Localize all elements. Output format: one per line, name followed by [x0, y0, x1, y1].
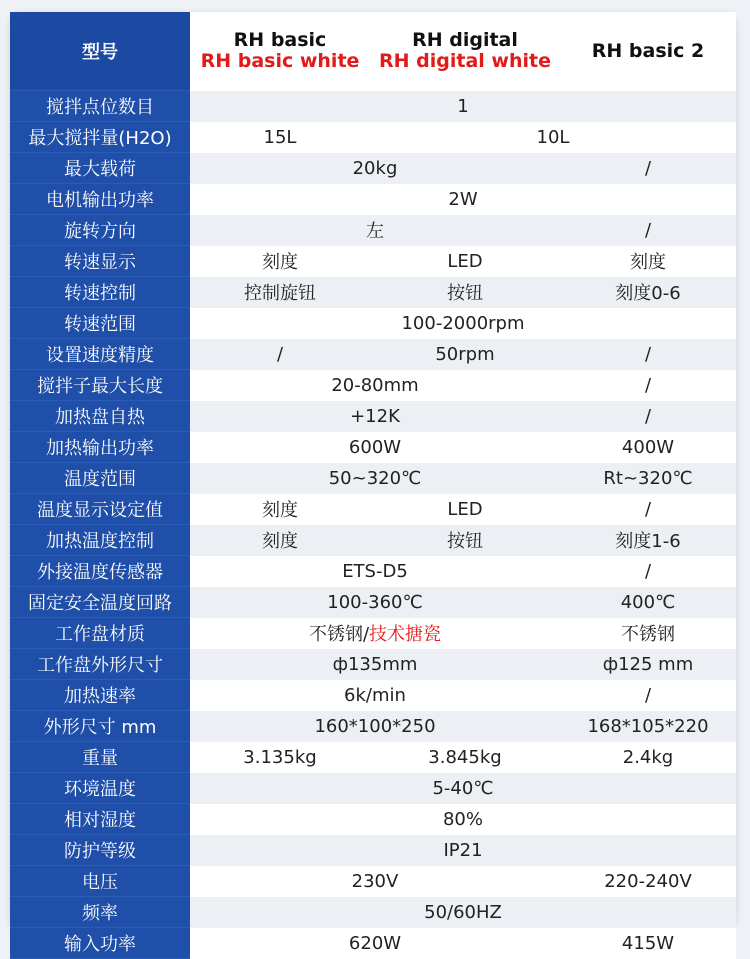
- row-value: 10L: [370, 122, 736, 153]
- row-value: 100-2000rpm: [190, 308, 736, 339]
- row-label: 设置速度精度: [10, 339, 190, 370]
- row-value: 50rpm: [370, 339, 560, 370]
- table-row: [10, 773, 736, 804]
- table-row: [10, 742, 736, 773]
- row-label: 加热盘自热: [10, 401, 190, 432]
- row-value: LED: [370, 246, 560, 277]
- table-row: [10, 370, 736, 401]
- row-label: 外接温度传感器: [10, 556, 190, 587]
- table-row: [10, 866, 736, 897]
- row-value: 620W: [190, 928, 560, 959]
- row-value: 415W: [560, 928, 736, 959]
- row-label: 旋转方向: [10, 215, 190, 246]
- header-model-rh-digital: [370, 12, 560, 91]
- row-value: 220-240V: [560, 866, 736, 897]
- row-value: 按钮: [370, 525, 560, 556]
- row-value: 刻度: [190, 525, 370, 556]
- table-row: [10, 928, 736, 959]
- row-value: 50~320℃: [190, 463, 560, 494]
- row-value: 80%: [190, 804, 736, 835]
- row-value: 100-360℃: [190, 587, 560, 618]
- row-value: IP21: [190, 835, 736, 866]
- row-value: 2W: [190, 184, 736, 215]
- row-label: 加热输出功率: [10, 432, 190, 463]
- row-value: /: [560, 401, 736, 432]
- row-label: 转速控制: [10, 277, 190, 308]
- material-enamel-highlight: 技术搪瓷: [369, 624, 442, 645]
- header-model-name: RH digital: [412, 29, 518, 52]
- row-label: 相对湿度: [10, 804, 190, 835]
- row-label: 固定安全温度回路: [10, 587, 190, 618]
- row-label: 最大载荷: [10, 153, 190, 184]
- row-label: 重量: [10, 742, 190, 773]
- row-label: 输入功率: [10, 928, 190, 959]
- row-value: 2.4kg: [560, 742, 736, 773]
- row-value-material: [190, 618, 560, 649]
- table-row: [10, 587, 736, 618]
- table-row: [10, 246, 736, 277]
- table-row: [10, 649, 736, 680]
- row-value: 1: [190, 91, 736, 122]
- row-value: 600W: [190, 432, 560, 463]
- row-value: /: [560, 556, 736, 587]
- row-label: 搅拌点位数目: [10, 91, 190, 122]
- header-model-variant: RH digital white: [379, 50, 551, 73]
- row-value: ф125 mm: [560, 649, 736, 680]
- table-row: [10, 432, 736, 463]
- table-row: [10, 122, 736, 153]
- row-value: ф135mm: [190, 649, 560, 680]
- row-label: 搅拌子最大长度: [10, 370, 190, 401]
- table-row: [10, 711, 736, 742]
- row-label: 频率: [10, 897, 190, 928]
- row-value: 230V: [190, 866, 560, 897]
- row-label: 工作盘材质: [10, 618, 190, 649]
- row-value: 控制旋钮: [190, 277, 370, 308]
- row-value: 6k/min: [190, 680, 560, 711]
- row-value: 左: [190, 215, 560, 246]
- row-label: 最大搅拌量(H2O): [10, 122, 190, 153]
- row-value: 刻度: [190, 246, 370, 277]
- row-value: 20kg: [190, 153, 560, 184]
- table-row: [10, 339, 736, 370]
- row-value: 刻度: [190, 494, 370, 525]
- row-value: 刻度: [560, 246, 736, 277]
- row-label: 加热温度控制: [10, 525, 190, 556]
- table-row: [10, 153, 736, 184]
- row-label: 转速范围: [10, 308, 190, 339]
- row-value: 400W: [560, 432, 736, 463]
- material-stainless: 不锈钢/: [308, 624, 370, 645]
- table-row: [10, 556, 736, 587]
- row-label: 温度范围: [10, 463, 190, 494]
- row-value: Rt~320℃: [560, 463, 736, 494]
- table-row: [10, 835, 736, 866]
- row-value: /: [560, 339, 736, 370]
- row-value: 50/60HZ: [190, 897, 736, 928]
- row-label: 电压: [10, 866, 190, 897]
- header-model-variant: RH basic white: [200, 50, 360, 73]
- row-label: 工作盘外形尺寸: [10, 649, 190, 680]
- row-value: 160*100*250: [190, 711, 560, 742]
- table-row: [10, 401, 736, 432]
- row-value: /: [560, 153, 736, 184]
- spec-table-card: [10, 12, 736, 955]
- row-value: 按钮: [370, 277, 560, 308]
- row-value: 400℃: [560, 587, 736, 618]
- table-row: [10, 804, 736, 835]
- row-label: 温度显示设定值: [10, 494, 190, 525]
- row-label: 加热速率: [10, 680, 190, 711]
- header-model-name: RH basic: [233, 29, 327, 52]
- table-row: [10, 91, 736, 122]
- row-value: /: [190, 339, 370, 370]
- table-row: [10, 308, 736, 339]
- table-row: [10, 184, 736, 215]
- table-row: [10, 215, 736, 246]
- row-value: +12K: [190, 401, 560, 432]
- spec-table: [10, 12, 736, 959]
- table-row: [10, 277, 736, 308]
- row-value: /: [560, 370, 736, 401]
- row-label: 转速显示: [10, 246, 190, 277]
- header-model-rh-basic-2: [560, 12, 736, 91]
- header-model-name: RH basic 2: [591, 39, 705, 62]
- header-label-cell: 型号: [10, 12, 190, 91]
- row-value: 15L: [190, 122, 370, 153]
- table-row: [10, 680, 736, 711]
- row-value: /: [560, 494, 736, 525]
- row-label: 环境温度: [10, 773, 190, 804]
- row-label: 防护等级: [10, 835, 190, 866]
- row-value: 不锈钢: [560, 618, 736, 649]
- row-label: 电机输出功率: [10, 184, 190, 215]
- row-value: /: [560, 680, 736, 711]
- row-value: 20-80mm: [190, 370, 560, 401]
- table-row: [10, 897, 736, 928]
- table-row: [10, 525, 736, 556]
- row-value: 刻度1-6: [560, 525, 736, 556]
- row-value: 168*105*220: [560, 711, 736, 742]
- table-row: [10, 494, 736, 525]
- table-row: [10, 618, 736, 649]
- row-value: 3.135kg: [190, 742, 370, 773]
- row-label: 外形尺寸 mm: [10, 711, 190, 742]
- header-model-rh-basic: [190, 12, 370, 91]
- table-row: [10, 463, 736, 494]
- row-value: /: [560, 215, 736, 246]
- row-value: 3.845kg: [370, 742, 560, 773]
- row-value: 刻度0-6: [560, 277, 736, 308]
- table-header-row: [10, 12, 736, 91]
- row-value: 5-40℃: [190, 773, 736, 804]
- row-value: ETS-D5: [190, 556, 560, 587]
- row-value: LED: [370, 494, 560, 525]
